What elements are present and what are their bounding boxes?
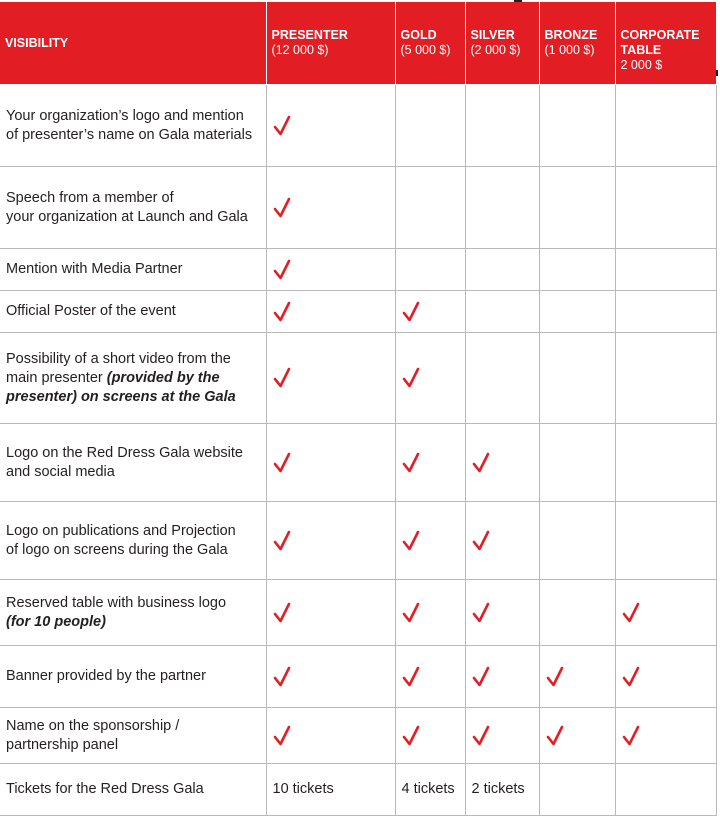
tier-cell	[465, 708, 539, 764]
tier-cell	[395, 424, 465, 502]
tier-cell	[615, 85, 716, 167]
tier-cell	[465, 167, 539, 249]
checkmark-icon	[402, 530, 420, 552]
table-row	[0, 333, 716, 424]
tier-cell	[266, 167, 395, 249]
header-tier-price: 2 000 $	[620, 58, 663, 72]
tier-cell	[539, 249, 615, 291]
tier-cell	[395, 249, 465, 291]
checkmark-icon	[273, 301, 291, 323]
tier-cell	[615, 291, 716, 333]
sponsorship-table	[0, 2, 717, 816]
tier-cell	[539, 85, 615, 167]
row-label: Name on the sponsorship / partnership panel	[6, 717, 180, 753]
table-row	[0, 580, 716, 646]
tier-cell	[395, 167, 465, 249]
header-tier-price: (1 000 $)	[544, 43, 595, 57]
tickets-label: Tickets for the Red Dress Gala	[0, 764, 266, 816]
header-visibility-label: VISIBILITY	[5, 35, 69, 50]
tier-cell	[465, 333, 539, 424]
header-tier-name: CORPORATE TABLE	[620, 28, 700, 57]
table-row	[0, 291, 716, 333]
tier-cell	[615, 167, 716, 249]
tier-cell	[539, 424, 615, 502]
tier-cell	[266, 291, 395, 333]
header-tier-name: BRONZE	[544, 28, 598, 42]
checkmark-icon	[622, 725, 640, 747]
tier-cell	[465, 580, 539, 646]
checkmark-icon	[402, 602, 420, 624]
checkmark-icon	[402, 452, 420, 474]
header-tier-price: (5 000 $)	[400, 43, 451, 57]
tier-cell	[395, 646, 465, 708]
tier-cell	[615, 502, 716, 580]
tier-cell	[615, 249, 716, 291]
row-label: Speech from a member of your organization at Launch and Gala	[6, 189, 248, 225]
header-bronze	[539, 2, 615, 85]
tier-cell	[395, 333, 465, 424]
table-row	[0, 646, 716, 708]
tier-cell	[465, 291, 539, 333]
table-row	[0, 502, 716, 580]
row-description	[0, 708, 266, 764]
checkmark-icon	[622, 602, 640, 624]
tier-cell	[465, 502, 539, 580]
row-label: Reserved table with business logo	[6, 594, 227, 611]
checkmark-icon	[546, 725, 564, 747]
row-label: Mention with Media Partner	[6, 261, 183, 277]
checkmark-icon	[273, 197, 291, 219]
checkmark-icon	[402, 367, 420, 389]
header-tier-price: (2 000 $)	[470, 43, 521, 57]
tier-cell	[465, 249, 539, 291]
checkmark-icon	[402, 301, 420, 323]
header-silver	[465, 2, 539, 85]
tier-cell	[266, 333, 395, 424]
tier-cell	[615, 580, 716, 646]
checkmark-icon	[273, 259, 291, 281]
tier-cell	[465, 424, 539, 502]
row-description	[0, 167, 266, 249]
row-description	[0, 580, 266, 646]
header-presenter	[266, 2, 395, 85]
checkmark-icon	[402, 666, 420, 688]
tier-cell	[266, 85, 395, 167]
row-label: Banner provided by the partner	[6, 668, 206, 684]
tier-cell	[539, 502, 615, 580]
row-description	[0, 249, 266, 291]
checkmark-icon	[273, 367, 291, 389]
tickets-value	[615, 764, 716, 816]
row-description	[0, 424, 266, 502]
checkmark-icon	[472, 725, 490, 747]
table-row	[0, 249, 716, 291]
row-description	[0, 85, 266, 167]
tier-cell	[266, 580, 395, 646]
row-description	[0, 502, 266, 580]
tier-cell	[615, 333, 716, 424]
tickets-value: 4 tickets	[395, 764, 465, 816]
checkmark-icon	[273, 602, 291, 624]
checkmark-icon	[546, 666, 564, 688]
tier-cell	[465, 85, 539, 167]
tier-cell	[615, 708, 716, 764]
checkmark-icon	[273, 666, 291, 688]
checkmark-icon	[273, 115, 291, 137]
row-description	[0, 291, 266, 333]
tier-cell	[266, 646, 395, 708]
tier-cell	[539, 291, 615, 333]
checkmark-icon	[472, 666, 490, 688]
tier-cell	[266, 424, 395, 502]
tier-cell	[395, 502, 465, 580]
row-description	[0, 646, 266, 708]
tier-cell	[539, 333, 615, 424]
tickets-value	[539, 764, 615, 816]
checkmark-icon	[402, 725, 420, 747]
row-note: (provided by the presenter) on screens at the Gala	[6, 369, 236, 405]
checkmark-icon	[472, 530, 490, 552]
tier-cell	[539, 167, 615, 249]
row-description	[0, 333, 266, 424]
checkmark-icon	[273, 725, 291, 747]
table-row	[0, 424, 716, 502]
table-row	[0, 167, 716, 249]
header-tier-name: GOLD	[400, 28, 437, 42]
tier-cell	[395, 708, 465, 764]
row-label: Your organization’s logo and mention of presenter’s name on Gala materials	[6, 107, 253, 143]
table-row	[0, 708, 716, 764]
tier-cell	[539, 580, 615, 646]
tier-cell	[465, 646, 539, 708]
tickets-value: 10 tickets	[266, 764, 395, 816]
tier-cell	[395, 580, 465, 646]
checkmark-icon	[273, 452, 291, 474]
tier-cell	[395, 85, 465, 167]
row-label: Logo on publications and Projection of logo on screens during the Gala	[6, 522, 236, 558]
tickets-value: 2 tickets	[465, 764, 539, 816]
tier-cell	[395, 291, 465, 333]
tier-cell	[615, 424, 716, 502]
row-label: Official Poster of the event	[6, 303, 176, 319]
checkmark-icon	[622, 666, 640, 688]
row-label: Possibility of a short video from the main presenter	[6, 350, 231, 386]
table-row	[0, 85, 716, 167]
tickets-row	[0, 764, 716, 816]
tier-cell	[539, 708, 615, 764]
row-label: Logo on the Red Dress Gala website and social media	[6, 444, 243, 480]
header-corporate-table	[615, 2, 716, 85]
header-tier-name: SILVER	[470, 28, 515, 42]
header-tier-name: PRESENTER	[271, 28, 348, 42]
row-note: (for 10 people)	[6, 613, 106, 630]
tier-cell	[266, 249, 395, 291]
checkmark-icon	[273, 530, 291, 552]
header-gold	[395, 2, 465, 85]
tier-cell	[266, 708, 395, 764]
header-tier-price: (12 000 $)	[271, 43, 329, 57]
header-row	[0, 2, 716, 85]
tier-cell	[266, 502, 395, 580]
tier-cell	[615, 646, 716, 708]
header-visibility	[0, 2, 266, 85]
checkmark-icon	[472, 602, 490, 624]
tier-cell	[539, 646, 615, 708]
checkmark-icon	[472, 452, 490, 474]
